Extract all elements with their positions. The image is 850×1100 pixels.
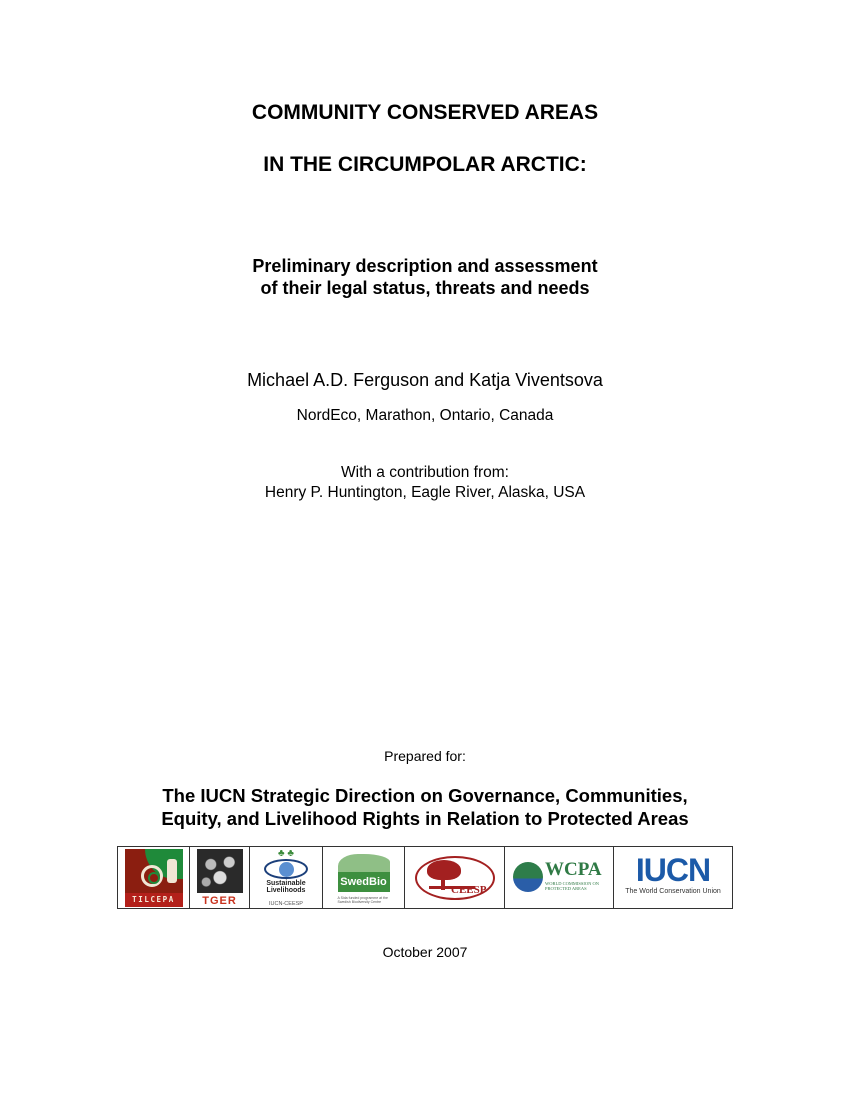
- title-line-2: IN THE CIRCUMPOLAR ARCTIC:: [263, 153, 587, 176]
- partner-logos-strip: [117, 846, 733, 909]
- prepared-for-label: Prepared for:: [384, 748, 466, 764]
- organization-line-2: Equity, and Livelihood Rights in Relation to Protected Areas: [161, 808, 689, 829]
- affiliation: NordEco, Marathon, Ontario, Canada: [296, 407, 554, 424]
- iucn-logo-icon: IUCN The World Conservation Union: [625, 851, 721, 895]
- publication-date: October 2007: [382, 944, 468, 960]
- contributor: Henry P. Huntington, Eagle River, Alaska, USA: [264, 484, 586, 501]
- organization-line-1: The IUCN Strategic Direction on Governance, Communities,: [162, 785, 688, 806]
- contribution-label: With a contribution from:: [341, 464, 509, 481]
- logo-cell-wcpa: [505, 847, 614, 908]
- logo-cell-ceesp: [405, 847, 505, 908]
- organization: [0, 784, 850, 830]
- wcpa-logo-icon: WCPA WORLD COMMISSION ON PROTECTED AREAS: [513, 860, 605, 896]
- authors: Michael A.D. Ferguson and Katja Viventsova: [247, 370, 603, 390]
- contribution: [0, 463, 850, 503]
- subtitle-line-2: of their legal status, threats and needs: [260, 278, 590, 298]
- subtitle: [0, 255, 850, 299]
- logo-cell-sustainable-livelihoods: [250, 847, 323, 908]
- sustainable-livelihoods-logo-icon: ♣ ♣ Sustainable Livelihoods IUCN-CEESP: [253, 849, 319, 907]
- tilcepa-logo-icon: TILCEPA: [125, 849, 183, 907]
- ceesp-logo-icon: CEESP: [415, 856, 495, 900]
- logo-cell-iucn: [614, 847, 732, 908]
- logo-cell-tilcepa: [118, 847, 190, 908]
- title-line-1: COMMUNITY CONSERVED AREAS: [251, 101, 599, 124]
- logo-cell-swedbio: [323, 847, 405, 908]
- tger-logo-icon: TGER: [197, 849, 243, 907]
- subtitle-line-1: Preliminary description and assessment: [252, 256, 598, 276]
- logo-cell-tger: [190, 847, 250, 908]
- swedbio-logo-icon: SwedBio A Sida funded programme at the Swedish Biodiversity Centre: [336, 850, 392, 906]
